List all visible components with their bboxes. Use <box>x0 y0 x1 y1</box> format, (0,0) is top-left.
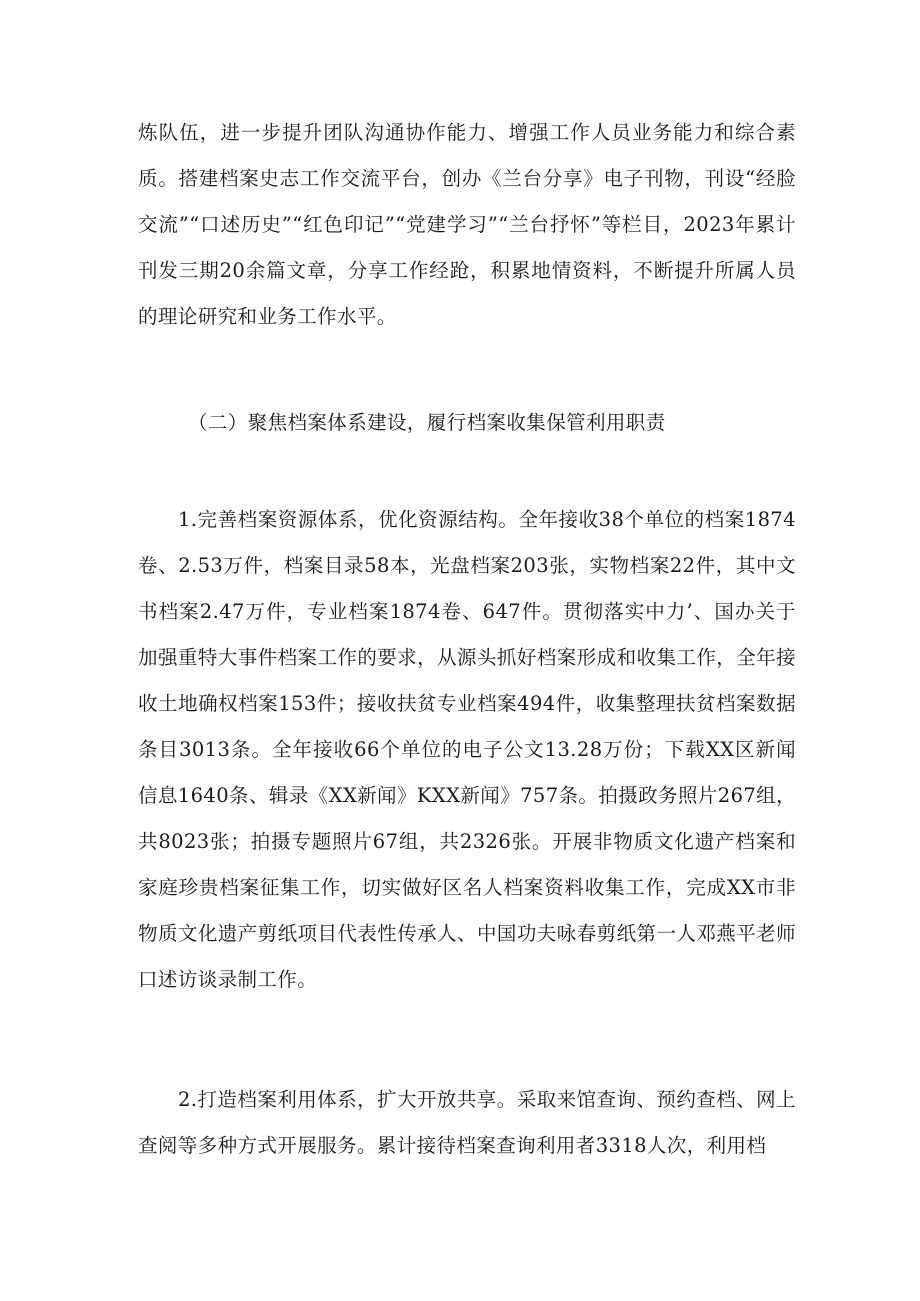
paragraph-team-building: 炼队伍，进一步提升团队沟通协作能力、增强工作人员业务能力和综合素质。搭建档案史志工作交流平台，创办《兰台分享》电子刊物，刊设“经脸交流”“口述历史”“红色印记”“党建学习”“兰台抒怀”等栏目，2023年累计刊发三期20余篇文章，分享工作经跄，积累地情资料，不断提升所属人员的理论研究和业务工作水平。 <box>138 121 796 328</box>
section-heading-archive-system: （二）聚焦档案体系建设，履行档案收集保管利用职责 <box>188 411 666 434</box>
paragraph-archive-resources: 1.完善档案资源体系，优化资源结构。全年接收38个单位的档案1874卷、2.53万件，档案目录58本，光盘档案203张，实物档案22件，其中文书档案2.47万件，专业档案1874卷、647件。贯彻落实中力’、国办关于加强重特大事件档案工作的要求，从源头抓好档案形成和收集工作，全年接收土地确权档案153件；接收扶贫专业档案494件，收集整理扶贫档案数据条目3013条。全年接收66个单位的电子公文13.28万份；下载XX区新闻信息1640条、辑录《XX新闻》KXX新闻》757条。拍摄政务照片267组，共8023张；拍摄专题照片67组，共2326张。开展非物质文化遗产档案和家庭珍贵档案征集工作，切实做好区名人档案资料收集工作，完成XX市非物质文化遗产剪纸项目代表性传承人、中国功夫咏春剪纸第一人邓燕平老师口述访谈录制工作。 <box>138 508 796 991</box>
paragraph-archive-utilization: 2.打造档案利用体系，扩大开放共享。采取来馆查询、预约查档、网上查阅等多种方式开展服务。累计接待档案查询利用者3318人次，利用档 <box>138 1088 796 1157</box>
